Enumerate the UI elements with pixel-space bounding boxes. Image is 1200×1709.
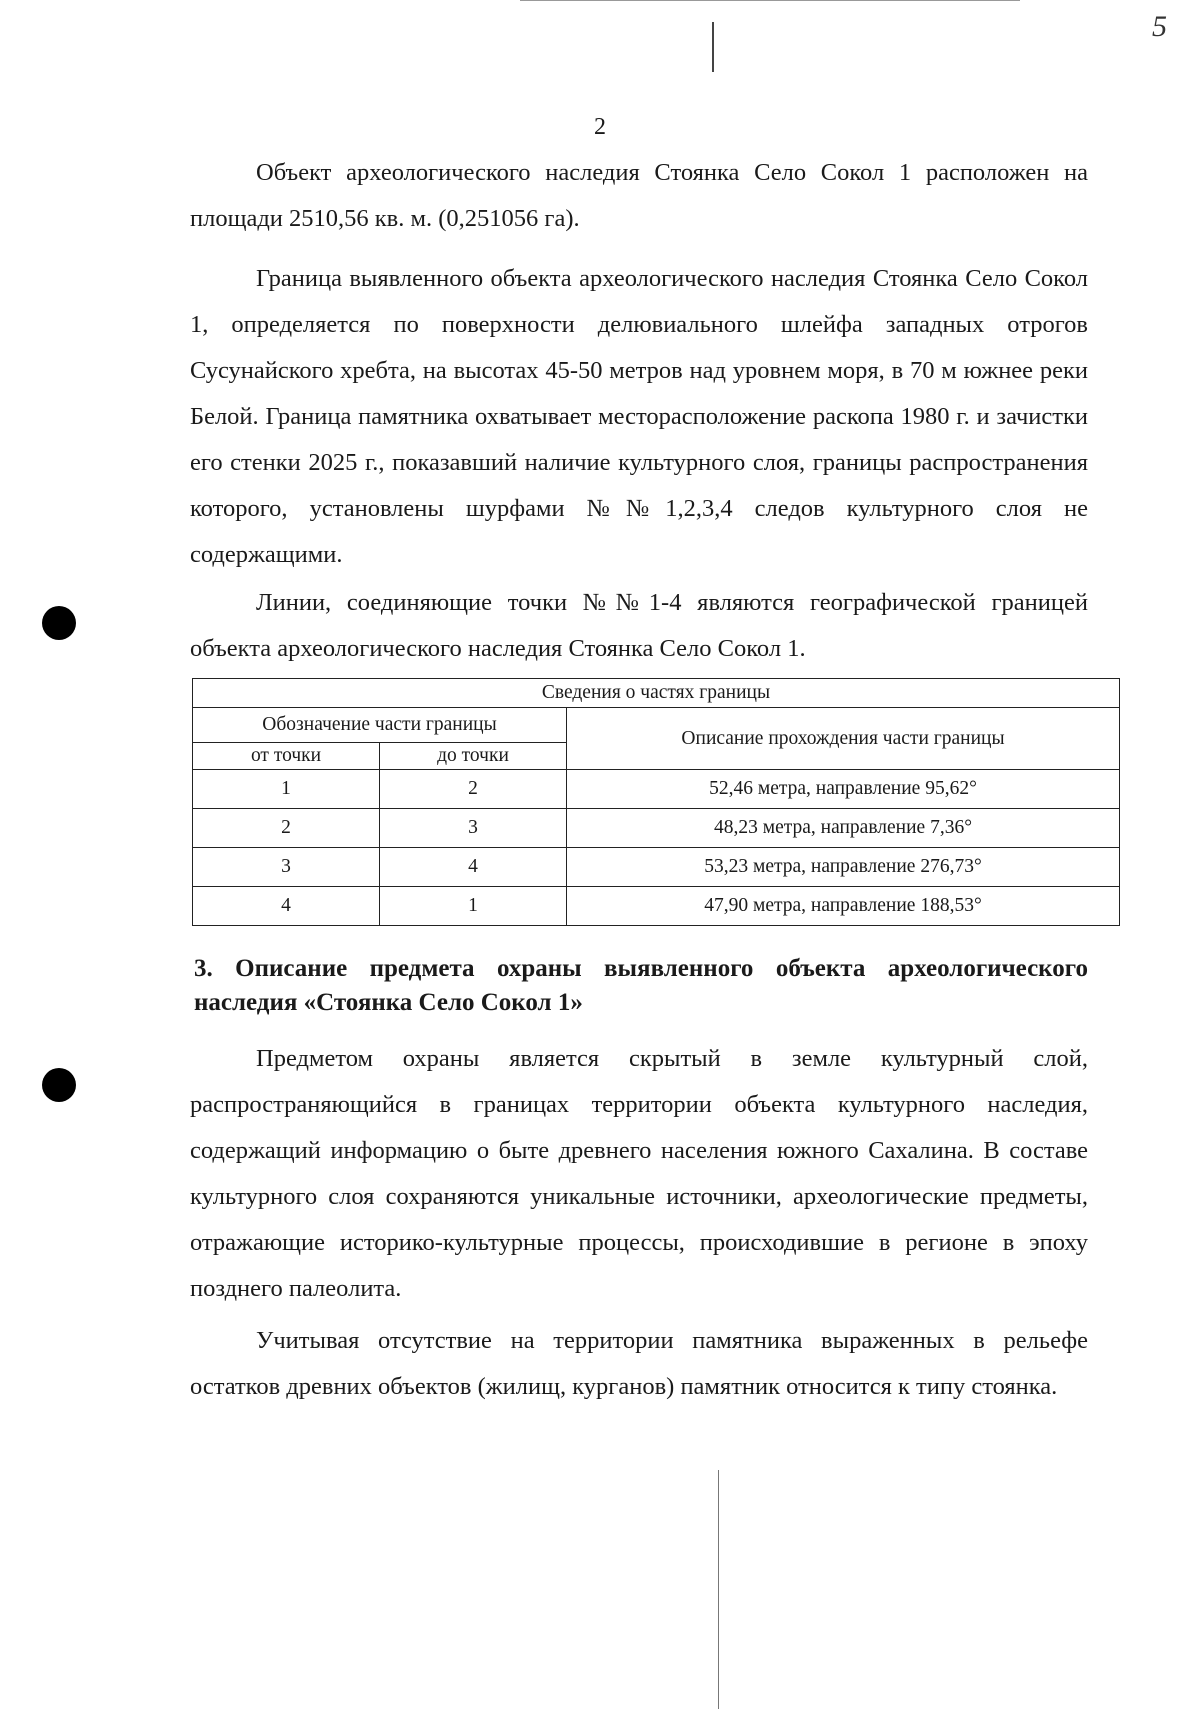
boundary-table <box>192 678 1120 926</box>
scan-vertical-mark <box>712 22 714 72</box>
table-row <box>193 809 1120 848</box>
paragraph-boundary: Граница выявленного объекта археологического наследия Стоянка Село Сокол 1, определяется по поверхности делювиального шлейфа западных отрогов Сусунайского хребта, на высотах 45-50 метров над уровнем моря, в 70 м южнее реки Белой. Граница памятника охватывает месторасположение раскопа 1980 г. и зачистки его стенки 2025 г., показавший наличие культурного слоя, границы распространения которого, установлены шурфами №№1,2,3,4 следов культурного слоя не содержащими. <box>190 265 1088 568</box>
section-heading: 3. Описание предмета охраны выявленного объекта археологического наследия «Стоянка Село Сокол 1» <box>194 955 1088 1016</box>
designation-header: Обозначение части границы <box>193 708 567 743</box>
paragraph-location: Объект археологического наследия Стоянка Село Сокол 1 расположен на площади 2510,56 кв. м. (0,251056 га). <box>190 159 1088 232</box>
row-from: 4 <box>193 887 380 926</box>
table-row <box>193 887 1120 926</box>
row-to: 3 <box>380 809 567 848</box>
page-number: 2 <box>594 114 606 140</box>
description-header: Описание прохождения части границы <box>567 708 1120 770</box>
from-header: от точки <box>193 743 380 770</box>
row-description: 52,46 метра, направление 95,62° <box>567 770 1120 809</box>
row-description: 47,90 метра, направление 188,53° <box>567 887 1120 926</box>
paragraph-protection-subject: Предметом охраны является скрытый в земле культурный слой, распространяющийся в границах территории объекта культурного наследия, содержащий информацию о быте древнего населения южного Сахалина. В составе культурного слоя сохраняются уникальные источники, археологические предметы, отражающие историко-культурные процессы, происходившие в регионе в эпоху позднего палеолита. <box>190 1045 1088 1302</box>
row-to: 2 <box>380 770 567 809</box>
scan-vertical-mark-bottom <box>718 1470 719 1709</box>
paragraph-site-type: Учитывая отсутствие на территории памятника выраженных в рельефе остатков древних объектов (жилищ, курганов) памятник относится к типу стоянка. <box>190 1327 1088 1400</box>
handwritten-page-number: 5 <box>1152 10 1167 43</box>
punch-hole-top <box>42 606 76 640</box>
punch-hole-bottom <box>42 1068 76 1102</box>
table-row <box>193 848 1120 887</box>
paragraph-lines: Линии, соединяющие точки №№1-4 являются географической границей объекта археологического наследия Стоянка Село Сокол 1. <box>190 589 1088 662</box>
row-from: 2 <box>193 809 380 848</box>
table-title: Сведения о частях границы <box>193 679 1120 708</box>
row-from: 1 <box>193 770 380 809</box>
row-from: 3 <box>193 848 380 887</box>
scan-top-line <box>520 0 1020 1</box>
row-to: 1 <box>380 887 567 926</box>
to-header: до точки <box>380 743 567 770</box>
row-description: 48,23 метра, направление 7,36° <box>567 809 1120 848</box>
row-to: 4 <box>380 848 567 887</box>
row-description: 53,23 метра, направление 276,73° <box>567 848 1120 887</box>
table-row <box>193 770 1120 809</box>
